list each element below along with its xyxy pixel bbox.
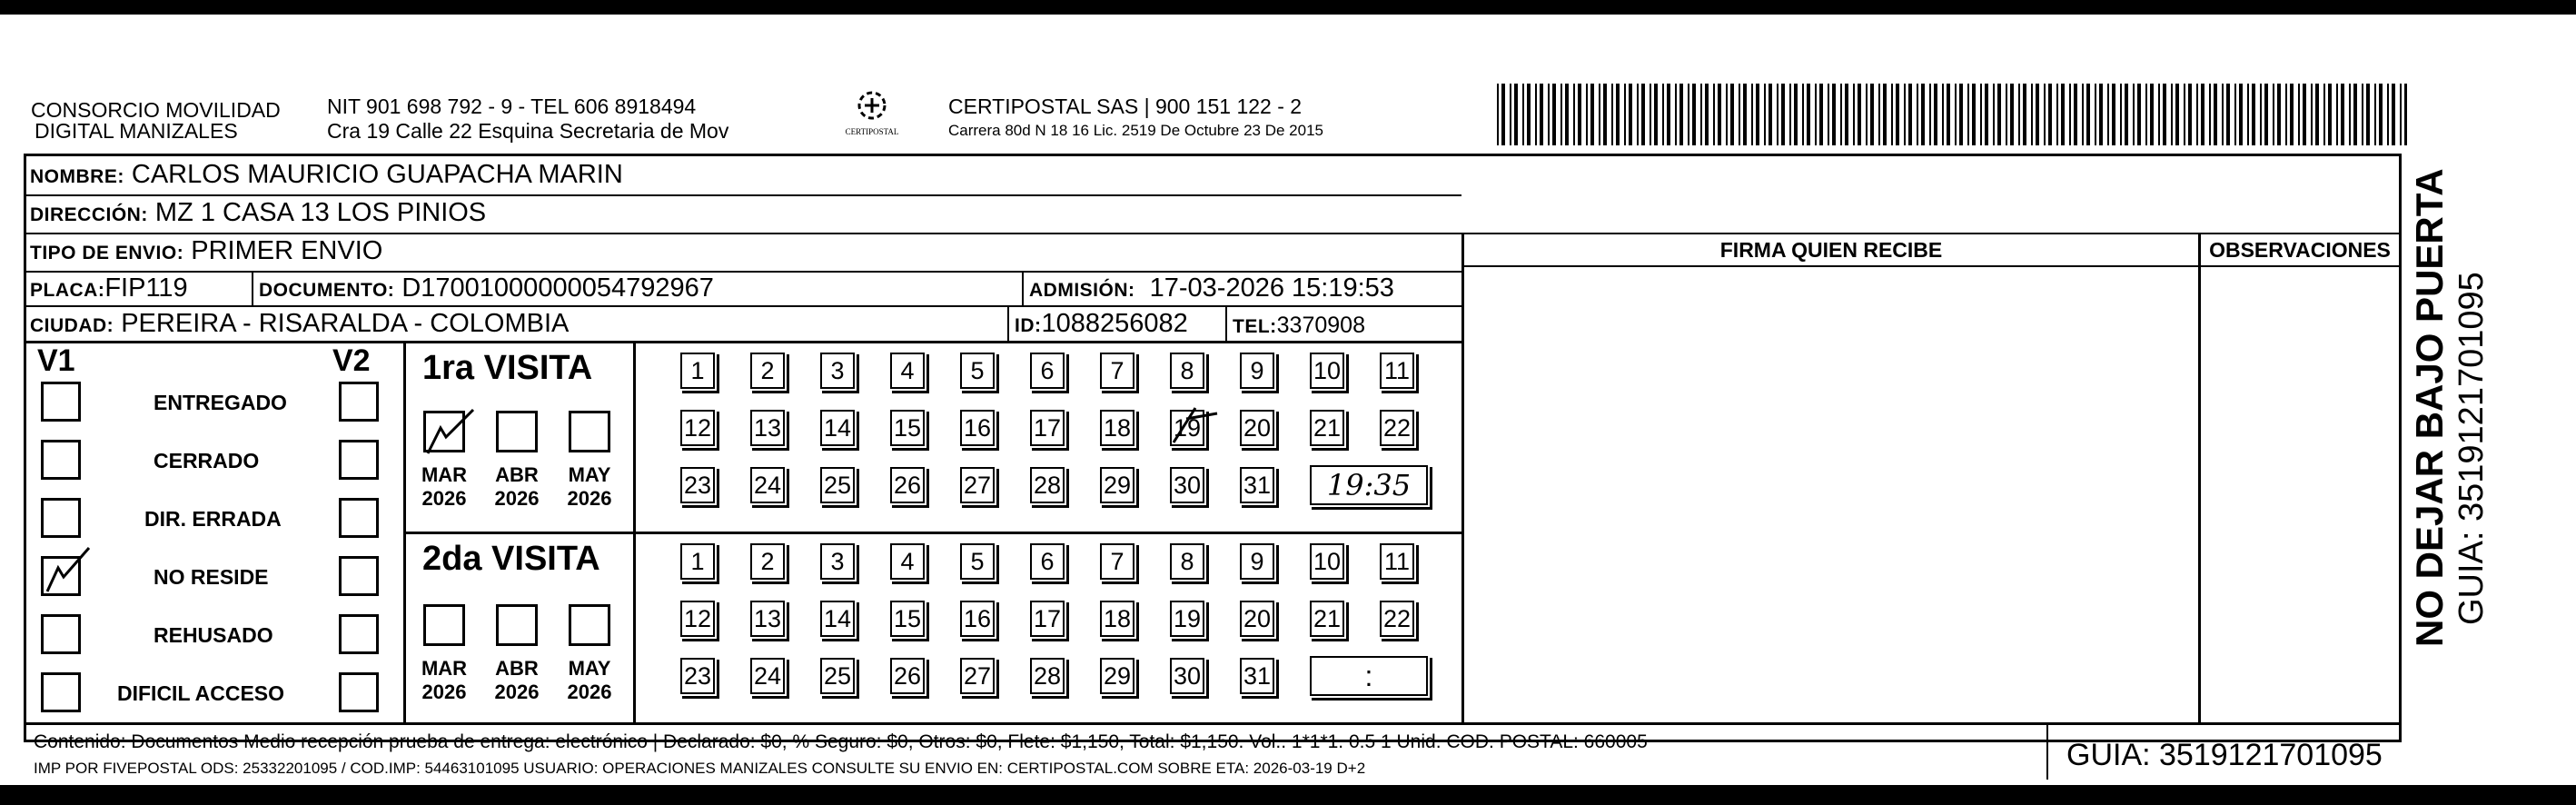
tel-field: TEL:3370908 (1233, 313, 1365, 338)
second-visit-month-label: ABR 2026 (494, 657, 540, 703)
tel-value: 3370908 (1276, 313, 1365, 338)
v2-checkbox[interactable] (339, 672, 379, 712)
second-visit-day-box[interactable]: 15 (890, 601, 925, 637)
v2-checkbox[interactable] (339, 382, 379, 422)
second-visit-day-box[interactable]: 25 (820, 658, 855, 694)
second-visit-day-box[interactable]: 13 (750, 601, 785, 637)
second-visit-day-box[interactable]: 9 (1240, 543, 1274, 580)
first-visit-day-box[interactable]: 25 (820, 467, 855, 503)
first-visit-day-box[interactable]: 17 (1030, 410, 1065, 446)
certipostal-logo (836, 87, 908, 145)
v1-header: V1 (37, 343, 75, 378)
first-visit-day-box[interactable]: 19 (1170, 410, 1204, 446)
first-visit-day-box[interactable]: 6 (1030, 353, 1065, 389)
first-visit-day-box[interactable]: 14 (820, 410, 855, 446)
first-visit-day-box[interactable]: 16 (960, 410, 995, 446)
direccion-value: MZ 1 CASA 13 LOS PINIOS (154, 198, 487, 227)
second-visit-day-box[interactable]: 31 (1240, 658, 1274, 694)
second-visit-day-box[interactable]: 18 (1100, 601, 1134, 637)
documento-field: DOCUMENTO: D17001000000054792967 (259, 273, 714, 303)
second-visit-day-box[interactable]: 17 (1030, 601, 1065, 637)
status-label: CERRADO (154, 449, 260, 472)
status-label: DIR. ERRADA (144, 507, 282, 531)
first-visit-month-checkbox[interactable] (569, 411, 610, 452)
first-visit-day-box[interactable]: 10 (1310, 353, 1344, 389)
second-visit-day-box[interactable]: 19 (1170, 601, 1204, 637)
v2-checkbox[interactable] (339, 556, 379, 596)
ciudad-value: PEREIRA - RISARALDA - COLOMBIA (121, 309, 570, 338)
second-visit-day-box[interactable]: 22 (1380, 601, 1414, 637)
observaciones-header: OBSERVACIONES (2209, 238, 2391, 262)
v1-checkbox[interactable] (41, 672, 81, 712)
nombre-value: CARLOS MAURICIO GUAPACHA MARIN (131, 160, 623, 189)
status-label: DIFICIL ACCESO (117, 681, 285, 705)
tipo-envio-value: PRIMER ENVIO (191, 236, 383, 265)
v1-checkbox[interactable] (41, 382, 81, 422)
first-visit-day-box[interactable]: 31 (1240, 467, 1274, 503)
first-visit-day-box[interactable]: 12 (680, 410, 715, 446)
placa-value: FIP119 (104, 273, 188, 303)
first-visit-day-box[interactable]: 8 (1170, 353, 1204, 389)
first-visit-day-box[interactable]: 29 (1100, 467, 1134, 503)
first-visit-day-box[interactable]: 30 (1170, 467, 1204, 503)
first-visit-day-box[interactable]: 11 (1380, 353, 1414, 389)
top-border (0, 0, 2576, 15)
ciudad-row: CIUDAD: PEREIRA - RISARALDA - COLOMBIA (30, 309, 570, 338)
first-visit-month-label: MAR 2026 (421, 463, 468, 510)
nit-line: NIT 901 698 792 - 9 - TEL 606 8918494 (327, 94, 697, 118)
second-visit-day-box[interactable]: 29 (1100, 658, 1134, 694)
bottom-border (0, 780, 2576, 805)
second-visit-day-box[interactable]: 6 (1030, 543, 1065, 580)
admision-field: ADMISIÓN: 17-03-2026 15:19:53 (1029, 273, 1394, 303)
second-visit-day-box[interactable]: 7 (1100, 543, 1134, 580)
first-visit-day-box[interactable]: 21 (1310, 410, 1344, 446)
first-visit-day-box[interactable]: 27 (960, 467, 995, 503)
second-visit-day-box[interactable]: 14 (820, 601, 855, 637)
documento-value: D17001000000054792967 (401, 273, 714, 303)
v2-checkbox[interactable] (339, 498, 379, 538)
first-visit-title: 1ra VISITA (422, 349, 593, 387)
company-name-line2: DIGITAL MANIZALES (35, 119, 238, 143)
first-visit-day-box[interactable]: 7 (1100, 353, 1134, 389)
first-visit-day-box[interactable]: 15 (890, 410, 925, 446)
first-visit-month-label: ABR 2026 (494, 463, 540, 510)
impresion-line: IMP POR FIVEPOSTAL ODS: 25332201095 / COD.IMP: 54463101095 USUARIO: OPERACIONES MANIZALES CONSULTE SU ENVIO EN: CERTIPOSTAL.COM SOBRE ETA: 2026-03-19 D+2 (34, 760, 1366, 777)
first-visit-day-box[interactable]: 1 (680, 353, 715, 389)
v1-checkbox[interactable] (41, 556, 81, 596)
first-visit-day-box[interactable]: 20 (1240, 410, 1274, 446)
v1-checkbox[interactable] (41, 614, 81, 654)
first-visit-day-box[interactable]: 9 (1240, 353, 1274, 389)
second-visit-title: 2da VISITA (422, 540, 600, 578)
second-visit-day-box[interactable]: 20 (1240, 601, 1274, 637)
company-name-line1: CONSORCIO MOVILIDAD (31, 98, 281, 122)
company-address: Cra 19 Calle 22 Esquina Secretaria de Mov (327, 119, 729, 143)
v2-checkbox[interactable] (339, 440, 379, 480)
first-visit-day-box[interactable]: 24 (750, 467, 785, 503)
direccion-row: DIRECCIÓN: MZ 1 CASA 13 LOS PINIOS (30, 198, 487, 227)
no-dejar-bajo-puerta: NO DEJAR BAJO PUERTA (2408, 168, 2451, 647)
second-visit-day-box[interactable]: 12 (680, 601, 715, 637)
status-label: NO RESIDE (154, 565, 269, 589)
second-visit-month-checkbox[interactable] (496, 604, 538, 646)
second-visit-day-box[interactable]: 28 (1030, 658, 1065, 694)
second-visit-day-box[interactable]: 23 (680, 658, 715, 694)
id-value: 1088256082 (1041, 309, 1188, 338)
v2-checkbox[interactable] (339, 614, 379, 654)
second-visit-day-box[interactable]: 5 (960, 543, 995, 580)
placa-field: PLACA:FIP119 (30, 273, 188, 303)
second-visit-day-box[interactable]: 3 (820, 543, 855, 580)
second-visit-day-box[interactable]: 16 (960, 601, 995, 637)
second-visit-day-box[interactable]: 26 (890, 658, 925, 694)
logo-text: CERTIPOSTAL (845, 127, 899, 136)
first-visit-day-box[interactable]: 28 (1030, 467, 1065, 503)
admision-value: 17-03-2026 15:19:53 (1149, 273, 1394, 303)
first-visit-day-box[interactable]: 2 (750, 353, 785, 389)
second-visit-day-box[interactable]: 11 (1380, 543, 1414, 580)
second-visit-day-box[interactable]: 30 (1170, 658, 1204, 694)
second-visit-day-box[interactable]: 27 (960, 658, 995, 694)
nombre-row: NOMBRE: CARLOS MAURICIO GUAPACHA MARIN (30, 160, 623, 189)
status-label: REHUSADO (154, 623, 273, 647)
v2-header: V2 (332, 343, 371, 378)
second-visit-day-box[interactable]: 8 (1170, 543, 1204, 580)
contenido-line: Contenido: Documentos Medio recepción prueba de entrega: electrónico | Declarado: $0, % Seguro: $0, Otros: $0, Flete: $1,150, Total: $1,150. Vol.. 1*1*1. 0.5 1 Unid. COD. POSTAL: 660005 (34, 731, 1648, 752)
second-visit-day-box[interactable]: 10 (1310, 543, 1344, 580)
second-visit-day-box[interactable]: 21 (1310, 601, 1344, 637)
second-visit-day-box[interactable]: 4 (890, 543, 925, 580)
first-visit-day-box[interactable]: 4 (890, 353, 925, 389)
courier-line: CERTIPOSTAL SAS | 900 151 122 - 2 (948, 94, 1303, 118)
second-visit-month-checkbox[interactable] (423, 604, 465, 646)
second-visit-day-box[interactable]: 1 (680, 543, 715, 580)
side-guia-number: GUIA: 3519121701095 (2452, 272, 2491, 625)
second-visit-month-checkbox[interactable] (569, 604, 610, 646)
firma-header: FIRMA QUIEN RECIBE (1719, 238, 1943, 262)
first-visit-month-checkbox[interactable] (423, 411, 465, 452)
firma-area[interactable] (1464, 267, 2198, 722)
v1-checkbox[interactable] (41, 498, 81, 538)
second-visit-time-box[interactable]: : (1310, 656, 1428, 696)
first-visit-day-box[interactable]: 23 (680, 467, 715, 503)
v1-checkbox[interactable] (41, 440, 81, 480)
second-visit-day-box[interactable]: 24 (750, 658, 785, 694)
first-visit-month-label: MAY 2026 (567, 463, 612, 510)
first-visit-day-box[interactable]: 13 (750, 410, 785, 446)
first-visit-day-box[interactable]: 18 (1100, 410, 1134, 446)
first-visit-day-box[interactable]: 3 (820, 353, 855, 389)
barcode (1497, 84, 2407, 145)
status-label: ENTREGADO (154, 391, 287, 414)
guia-number: GUIA: 3519121701095 (2066, 738, 2383, 772)
delivery-form (24, 154, 2402, 777)
first-visit-month-checkbox[interactable] (496, 411, 538, 452)
courier-address: Carrera 80d N 18 16 Lic. 2519 De Octubre 23 De 2015 (948, 122, 1323, 139)
footer-divider (26, 722, 2399, 725)
first-visit-day-box[interactable]: 5 (960, 353, 995, 389)
first-visit-day-box[interactable]: 26 (890, 467, 925, 503)
id-field: ID:1088256082 (1015, 309, 1188, 338)
observaciones-area[interactable] (2201, 267, 2399, 722)
first-visit-day-box[interactable]: 22 (1380, 410, 1414, 446)
tipo-envio-row: TIPO DE ENVIO: PRIMER ENVIO (30, 236, 383, 265)
second-visit-day-box[interactable]: 2 (750, 543, 785, 580)
second-visit-month-label: MAY 2026 (567, 657, 612, 703)
first-visit-time-box[interactable]: 19:35 (1310, 465, 1428, 505)
second-visit-month-label: MAR 2026 (421, 657, 468, 703)
